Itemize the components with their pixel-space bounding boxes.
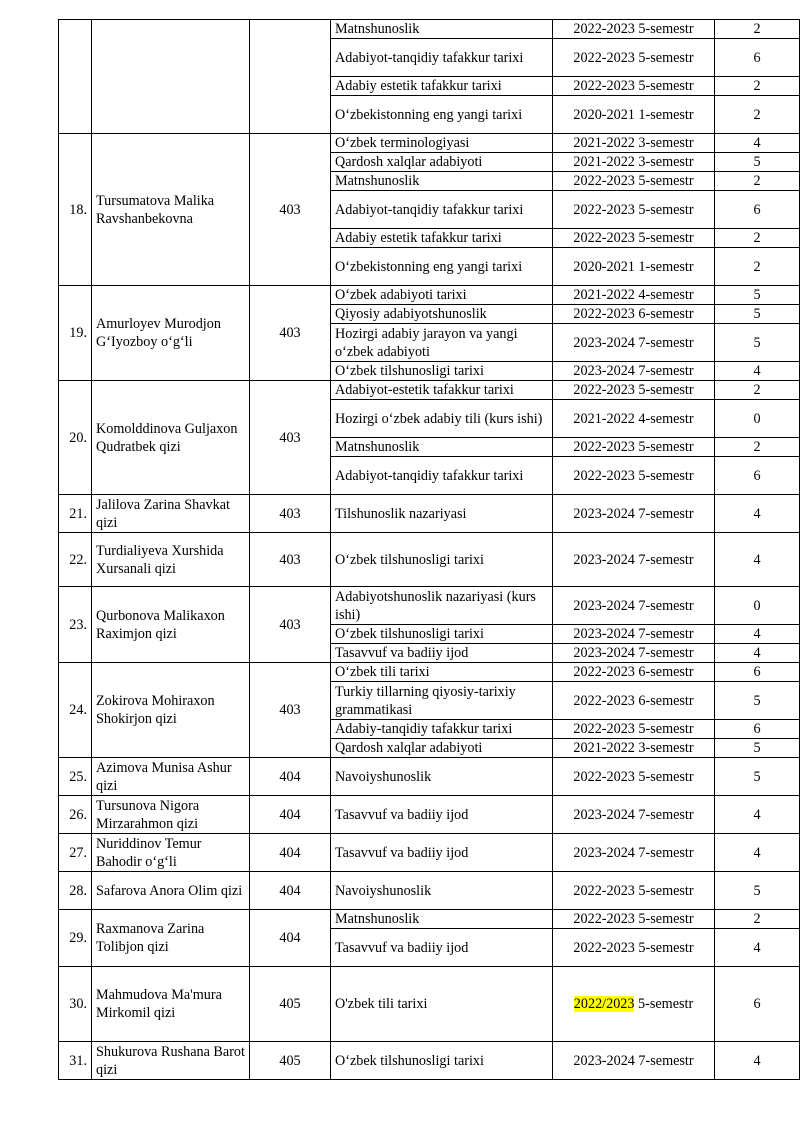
- semester-cell: 2021-2022 4-semestr: [553, 286, 715, 305]
- table-row: [59, 20, 800, 39]
- subject-name: Hozirgi o‘zbek adabiy tili (kurs ishi): [331, 400, 553, 438]
- subject-name: Adabiy estetik tafakkur tarixi: [331, 229, 553, 248]
- subject-name: Matnshunoslik: [331, 172, 553, 191]
- credits-cell: 2: [715, 20, 800, 39]
- student-number: 30.: [59, 967, 92, 1042]
- credits-cell: 4: [715, 533, 800, 587]
- student-number: 21.: [59, 495, 92, 533]
- subject-name: O‘zbek tilshunosligi tarixi: [331, 1042, 553, 1080]
- student-number: [59, 20, 92, 134]
- subject-name: Navoiyshunoslik: [331, 758, 553, 796]
- group-number: 403: [250, 587, 331, 663]
- student-name: Jalilova Zarina Shavkat qizi: [92, 495, 250, 533]
- table-row: [59, 495, 800, 533]
- group-number: 403: [250, 495, 331, 533]
- subject-name: Adabiyot-tanqidiy tafakkur tarixi: [331, 191, 553, 229]
- subject-name: O‘zbekistonning eng yangi tarixi: [331, 96, 553, 134]
- semester-cell: 2023-2024 7-semestr: [553, 324, 715, 362]
- semester-cell: 2023-2024 7-semestr: [553, 625, 715, 644]
- group-number: 403: [250, 134, 331, 286]
- subject-name: O‘zbek terminologiyasi: [331, 134, 553, 153]
- credits-cell: 5: [715, 682, 800, 720]
- credits-cell: 4: [715, 625, 800, 644]
- semester-cell: 2022-2023 5-semestr: [553, 438, 715, 457]
- credits-cell: 2: [715, 229, 800, 248]
- table-row: [59, 910, 800, 929]
- student-name: Nuriddinov Temur Bahodir o‘g‘li: [92, 834, 250, 872]
- credits-cell: 4: [715, 929, 800, 967]
- subject-name: Adabiyot-tanqidiy tafakkur tarixi: [331, 457, 553, 495]
- semester-cell: [553, 967, 715, 1042]
- student-name: Turdialiyeva Xurshida Xursanali qizi: [92, 533, 250, 587]
- subject-name: Matnshunoslik: [331, 910, 553, 929]
- student-name: Komolddinova Guljaxon Qudratbek qizi: [92, 381, 250, 495]
- semester-cell: 2022-2023 5-semestr: [553, 758, 715, 796]
- subject-name: Tasavvuf va badiiy ijod: [331, 644, 553, 663]
- student-name: Qurbonova Malikaxon Raximjon qizi: [92, 587, 250, 663]
- semester-cell: 2021-2022 3-semestr: [553, 739, 715, 758]
- student-number: 29.: [59, 910, 92, 967]
- semester-cell: 2022-2023 6-semestr: [553, 682, 715, 720]
- group-number: 404: [250, 796, 331, 834]
- subject-name: Tilshunoslik nazariyasi: [331, 495, 553, 533]
- semester-cell: 2021-2022 3-semestr: [553, 153, 715, 172]
- credits-cell: 6: [715, 457, 800, 495]
- subject-name: Adabiyot-estetik tafakkur tarixi: [331, 381, 553, 400]
- semester-cell: 2022-2023 5-semestr: [553, 929, 715, 967]
- table-row: [59, 872, 800, 910]
- semester-cell: 2021-2022 4-semestr: [553, 400, 715, 438]
- student-name: Amurloyev Murodjon G‘Iyozboy o‘g‘li: [92, 286, 250, 381]
- table-row: [59, 1042, 800, 1080]
- semester-cell: 2020-2021 1-semestr: [553, 248, 715, 286]
- credits-cell: 2: [715, 77, 800, 96]
- students-table-body: [59, 20, 800, 1080]
- student-number: 28.: [59, 872, 92, 910]
- semester-cell: 2023-2024 7-semestr: [553, 1042, 715, 1080]
- group-number: 404: [250, 910, 331, 967]
- credits-cell: 5: [715, 739, 800, 758]
- subject-name: Adabiy-tanqidiy tafakkur tarixi: [331, 720, 553, 739]
- table-row: [59, 286, 800, 305]
- credits-cell: 4: [715, 134, 800, 153]
- credits-cell: 4: [715, 1042, 800, 1080]
- table-row: [59, 758, 800, 796]
- subject-name: O‘zbek tilshunosligi tarixi: [331, 533, 553, 587]
- semester-cell: 2023-2024 7-semestr: [553, 495, 715, 533]
- group-number: 405: [250, 967, 331, 1042]
- semester-cell: 2022-2023 5-semestr: [553, 39, 715, 77]
- student-name: Zokirova Mohiraxon Shokirjon qizi: [92, 663, 250, 758]
- semester-cell: 2022-2023 5-semestr: [553, 191, 715, 229]
- subject-name: O‘zbek tili tarixi: [331, 663, 553, 682]
- student-number: 26.: [59, 796, 92, 834]
- subject-name: Tasavvuf va badiiy ijod: [331, 834, 553, 872]
- credits-cell: 2: [715, 172, 800, 191]
- student-number: 20.: [59, 381, 92, 495]
- students-table: [58, 19, 800, 1080]
- subject-name: O‘zbek tilshunosligi tarixi: [331, 362, 553, 381]
- credits-cell: 4: [715, 495, 800, 533]
- student-number: 18.: [59, 134, 92, 286]
- table-row: [59, 533, 800, 587]
- student-number: 22.: [59, 533, 92, 587]
- credits-cell: 6: [715, 967, 800, 1042]
- credits-cell: 0: [715, 400, 800, 438]
- semester-cell: 2021-2022 3-semestr: [553, 134, 715, 153]
- subject-name: O‘zbek adabiyoti tarixi: [331, 286, 553, 305]
- group-number: 405: [250, 1042, 331, 1080]
- student-name: Mahmudova Ma'mura Mirkomil qizi: [92, 967, 250, 1042]
- group-number: 403: [250, 533, 331, 587]
- semester-cell: 2022-2023 5-semestr: [553, 20, 715, 39]
- student-number: 23.: [59, 587, 92, 663]
- credits-cell: 5: [715, 305, 800, 324]
- student-name: Azimova Munisa Ashur qizi: [92, 758, 250, 796]
- student-name: Safarova Anora Olim qizi: [92, 872, 250, 910]
- table-row: [59, 587, 800, 625]
- student-number: 31.: [59, 1042, 92, 1080]
- group-number: 403: [250, 381, 331, 495]
- table-row: [59, 381, 800, 400]
- student-name: [92, 20, 250, 134]
- credits-cell: 5: [715, 153, 800, 172]
- semester-cell: 2022-2023 6-semestr: [553, 305, 715, 324]
- student-number: 19.: [59, 286, 92, 381]
- subject-name: Tasavvuf va badiiy ijod: [331, 929, 553, 967]
- credits-cell: 6: [715, 663, 800, 682]
- semester-cell: 2020-2021 1-semestr: [553, 96, 715, 134]
- student-number: 25.: [59, 758, 92, 796]
- subject-name: O‘zbekistonning eng yangi tarixi: [331, 248, 553, 286]
- group-number: 404: [250, 834, 331, 872]
- semester-cell: 2022-2023 5-semestr: [553, 229, 715, 248]
- semester-cell: 2022-2023 5-semestr: [553, 457, 715, 495]
- semester-cell: 2022-2023 5-semestr: [553, 720, 715, 739]
- credits-cell: 2: [715, 248, 800, 286]
- credits-cell: 4: [715, 644, 800, 663]
- credits-cell: 6: [715, 191, 800, 229]
- subject-name: Tasavvuf va badiiy ijod: [331, 796, 553, 834]
- credits-cell: 6: [715, 720, 800, 739]
- table-row: [59, 967, 800, 1042]
- credits-cell: 5: [715, 758, 800, 796]
- semester-cell: 2023-2024 7-semestr: [553, 644, 715, 663]
- semester-cell: 2022-2023 5-semestr: [553, 910, 715, 929]
- student-name: Tursumatova Malika Ravshanbekovna: [92, 134, 250, 286]
- semester-cell: 2023-2024 7-semestr: [553, 362, 715, 381]
- semester-label: 5-semestr: [634, 996, 694, 1012]
- student-name: Shukurova Rushana Barot qizi: [92, 1042, 250, 1080]
- subject-name: Qardosh xalqlar adabiyoti: [331, 153, 553, 172]
- semester-cell: 2022-2023 5-semestr: [553, 872, 715, 910]
- table-row: [59, 834, 800, 872]
- credits-cell: 5: [715, 286, 800, 305]
- credits-cell: 2: [715, 910, 800, 929]
- semester-cell: 2022-2023 6-semestr: [553, 663, 715, 682]
- semester-year-highlight: 2022/2023: [573, 996, 635, 1012]
- group-number: 403: [250, 663, 331, 758]
- table-row: [59, 134, 800, 153]
- semester-cell: 2023-2024 7-semestr: [553, 834, 715, 872]
- student-number: 24.: [59, 663, 92, 758]
- credits-cell: 2: [715, 438, 800, 457]
- table-row: [59, 796, 800, 834]
- credits-cell: 4: [715, 362, 800, 381]
- subject-name: Adabiyotshunoslik nazariyasi (kurs ishi): [331, 587, 553, 625]
- group-number: 404: [250, 758, 331, 796]
- subject-name: O'zbek tili tarixi: [331, 967, 553, 1042]
- semester-cell: 2023-2024 7-semestr: [553, 533, 715, 587]
- subject-name: Adabiyot-tanqidiy tafakkur tarixi: [331, 39, 553, 77]
- semester-cell: 2022-2023 5-semestr: [553, 172, 715, 191]
- subject-name: Qardosh xalqlar adabiyoti: [331, 739, 553, 758]
- subject-name: Turkiy tillarning qiyosiy-tarixiy grammatikasi: [331, 682, 553, 720]
- subject-name: Navoiyshunoslik: [331, 872, 553, 910]
- subject-name: Matnshunoslik: [331, 20, 553, 39]
- credits-cell: 5: [715, 872, 800, 910]
- student-number: 27.: [59, 834, 92, 872]
- semester-cell: 2023-2024 7-semestr: [553, 796, 715, 834]
- semester-cell: 2022-2023 5-semestr: [553, 77, 715, 96]
- credits-cell: 6: [715, 39, 800, 77]
- group-number: 403: [250, 286, 331, 381]
- credits-cell: 4: [715, 796, 800, 834]
- subject-name: Adabiy estetik tafakkur tarixi: [331, 77, 553, 96]
- semester-cell: 2022-2023 5-semestr: [553, 381, 715, 400]
- semester-cell: 2023-2024 7-semestr: [553, 587, 715, 625]
- student-name: Tursunova Nigora Mirzarahmon qizi: [92, 796, 250, 834]
- credits-cell: 2: [715, 96, 800, 134]
- group-number: 404: [250, 872, 331, 910]
- subject-name: Hozirgi adabiy jarayon va yangi o‘zbek adabiyoti: [331, 324, 553, 362]
- credits-cell: 2: [715, 381, 800, 400]
- subject-name: O‘zbek tilshunosligi tarixi: [331, 625, 553, 644]
- subject-name: Matnshunoslik: [331, 438, 553, 457]
- group-number: [250, 20, 331, 134]
- subject-name: Qiyosiy adabiyotshunoslik: [331, 305, 553, 324]
- table-row: [59, 663, 800, 682]
- credits-cell: 4: [715, 834, 800, 872]
- student-name: Raxmanova Zarina Tolibjon qizi: [92, 910, 250, 967]
- credits-cell: 0: [715, 587, 800, 625]
- credits-cell: 5: [715, 324, 800, 362]
